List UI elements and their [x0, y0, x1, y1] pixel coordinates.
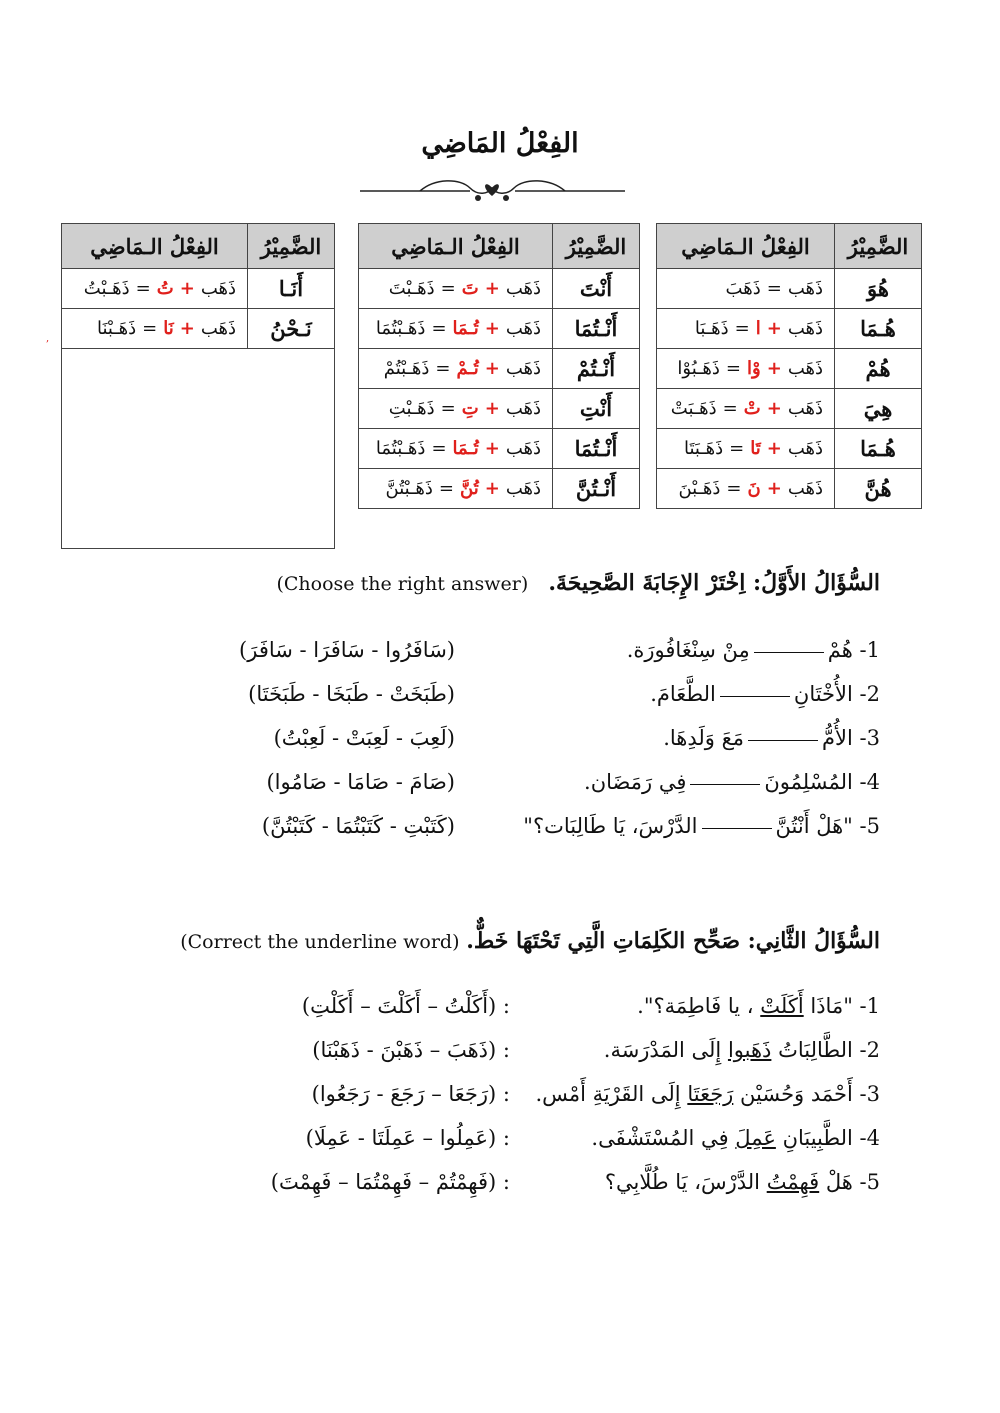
verb-suffix: نَ — [747, 478, 761, 499]
question-2-item — [60, 1126, 880, 1162]
answer-blank[interactable] — [702, 827, 772, 829]
underlined-word: رَجَعَتَا — [687, 1082, 734, 1106]
pronoun-cell: أَنْـتُمْ — [553, 349, 640, 389]
options-text: (رَجَعَا – رَجَعَ - رَجَعُوا) — [311, 1082, 497, 1106]
header-pronoun: الضَّمِيْرُ — [835, 224, 922, 269]
verb-base: ذَهَب — [787, 438, 823, 459]
pronoun-cell: أَنْـتُنَّ — [553, 469, 640, 509]
question-2-item — [60, 994, 880, 1030]
question-1-english: (Choose the right answer) — [276, 573, 529, 595]
underlined-word: أَكَلَتْ — [760, 994, 804, 1018]
answer-options: (صَامَ - صَامَا - صَامُوا) — [266, 770, 455, 794]
equals-sign: = — [722, 398, 738, 419]
options-text: (أَكَلْتُ – أَكَلْتَ – أَكَلْتِ) — [301, 994, 497, 1018]
page-title: الفِعْلُ المَاضِي — [421, 128, 579, 159]
sentence-end: ، يا فَاطِمَة؟". — [637, 994, 754, 1018]
answer-options: (طَبَخَتْ - طَبَخَا - طَبَخَتَا) — [248, 682, 455, 706]
equals-sign: = — [440, 398, 456, 419]
question-1-item — [60, 770, 880, 806]
header-verb: الفِعْلُ الـمَاضِي — [657, 224, 835, 269]
verb-result: ذَهَـبْتُ — [83, 278, 130, 299]
plus-sign: + — [484, 318, 500, 339]
verb-base: ذَهَب — [787, 398, 823, 419]
equals-sign: = — [734, 318, 750, 339]
question-1-item — [60, 814, 880, 850]
verb-base: ذَهَب — [505, 358, 541, 379]
answer-options — [302, 994, 510, 1018]
verb-suffix: تُ — [156, 278, 174, 299]
answer-options: (لَعِبَ - لَعِبَتْ - لَعِبْتُ) — [273, 726, 455, 750]
equals-sign: = — [431, 438, 447, 459]
question-2-item — [60, 1038, 880, 1074]
table-row — [359, 309, 640, 349]
sentence-end: إِلَى المَدْرَسَة. — [603, 1038, 722, 1062]
pronoun-cell: أَنْـتُمَا — [553, 309, 640, 349]
equals-sign: = — [142, 318, 158, 339]
stray-mark: , — [46, 333, 50, 344]
verb-result: ذَهَـبُوْا — [677, 358, 720, 379]
question-1-title: السُّؤَالُ الأَوَّلُ: اِخْتَرْ الإِجَابَةَ الصَّحِيحَةَ. — [548, 570, 880, 596]
verb-result: ذَهَـبْتُمَا — [375, 438, 426, 459]
verb-base: ذَهَب — [200, 278, 236, 299]
sentence-start: 4- المُسْلِمُونَ — [764, 770, 880, 794]
colon: : — [502, 1170, 510, 1194]
answer-blank[interactable] — [754, 651, 824, 653]
pronoun-cell: أَنْـتُمَا — [553, 429, 640, 469]
verb-base: ذَهَب — [787, 358, 823, 379]
pronoun-cell: أَنْتَ — [553, 269, 640, 309]
verb-suffix: تَا — [750, 438, 761, 459]
verb-cell — [657, 269, 835, 309]
underlined-word: فَهِمْتُ — [766, 1170, 820, 1194]
verb-base: ذَهَب — [787, 278, 823, 299]
sentence — [637, 994, 880, 1018]
header-verb: الفِعْلُ الـمَاضِي — [359, 224, 553, 269]
options-text: (عَمِلُوا – عَمِلَتَا - عَمِلَا) — [305, 1126, 497, 1150]
verb-cell — [657, 309, 835, 349]
pronoun-cell: أَنْتِ — [553, 389, 640, 429]
table-row — [657, 269, 922, 309]
verb-suffix: تِ — [461, 398, 479, 419]
sentence-end: الدَّرْسَ، يَا طَالِبَات؟" — [523, 814, 698, 838]
verb-base: ذَهَب — [505, 398, 541, 419]
sentence-end: فِي المُسْتَشْفَى. — [591, 1126, 729, 1150]
table-row — [359, 389, 640, 429]
question-1-heading — [60, 570, 880, 596]
table-first-person — [61, 223, 335, 549]
sentence — [535, 1082, 880, 1106]
equals-sign: = — [729, 438, 745, 459]
empty-cell — [62, 349, 335, 549]
sentence — [627, 638, 880, 662]
verb-cell — [657, 469, 835, 509]
plus-sign: + — [484, 398, 500, 419]
verb-result: ذَهَـبَتْ — [670, 398, 717, 419]
header-pronoun: الضَّمِيْرُ — [553, 224, 640, 269]
answer-options — [312, 1038, 510, 1062]
pronoun-cell: هُمْ — [835, 349, 922, 389]
table-third-person — [656, 223, 922, 509]
sentence-start: 5- هَلْ — [825, 1170, 880, 1194]
header-verb: الفِعْلُ الـمَاضِي — [62, 224, 248, 269]
table-second-person — [358, 223, 640, 509]
verb-cell — [657, 389, 835, 429]
sentence — [605, 1170, 880, 1194]
verb-result: ذَهَـبْتِ — [388, 398, 435, 419]
table-row — [657, 309, 922, 349]
sentence-start: 3- الأُمُّ — [822, 726, 880, 750]
ornament-divider — [360, 176, 625, 206]
sentence-start: 1- هُمْ — [827, 638, 880, 662]
table-row — [359, 429, 640, 469]
answer-blank[interactable] — [720, 695, 790, 697]
verb-result: ذَهَـبْنَ — [678, 478, 721, 499]
verb-result: ذَهَـبْنَا — [96, 318, 137, 339]
table-row — [359, 469, 640, 509]
header-pronoun: الضَّمِيْرُ — [248, 224, 335, 269]
pronoun-cell: نَـحْنُ — [248, 309, 335, 349]
table-row — [657, 389, 922, 429]
answer-blank[interactable] — [748, 739, 818, 741]
pronoun-cell: هِيَ — [835, 389, 922, 429]
sentence-start: 1- "مَاذَا — [810, 994, 880, 1018]
sentence-start: 3- أَحْمَد وَحُسَيْن — [740, 1082, 880, 1106]
sentence — [584, 770, 880, 794]
sentence-start: 2- الأُخْتَانِ — [793, 682, 880, 706]
answer-options — [271, 1170, 510, 1194]
underlined-word: ذَهَبوا — [727, 1038, 772, 1062]
verb-suffix: تْ — [743, 398, 761, 419]
equals-sign: = — [438, 478, 454, 499]
question-1-item — [60, 682, 880, 718]
sentence-end: إِلَى القَرْيَةِ أَمْس. — [535, 1082, 681, 1106]
equals-sign: = — [431, 318, 447, 339]
verb-cell — [657, 429, 835, 469]
table-row — [62, 309, 335, 349]
plus-sign: + — [766, 478, 782, 499]
plus-sign: + — [484, 438, 500, 459]
sentence — [663, 726, 880, 750]
verb-base: ذَهَب — [505, 438, 541, 459]
question-2-heading — [60, 928, 880, 954]
verb-suffix: تُـمَا — [452, 318, 479, 339]
question-1-item — [60, 638, 880, 674]
verb-result: ذَهَـبْتُنَّ — [385, 478, 433, 499]
verb-cell — [359, 309, 553, 349]
question-2-title: السُّؤَالُ الثَّانِي: صَحِّح الكَلِمَاتِ الَّتِي تَحْتَهَا خَطٌّ. — [466, 928, 880, 954]
equals-sign: = — [440, 278, 456, 299]
equals-sign: = — [726, 478, 742, 499]
answer-options: (سَافَرُوا - سَافَرَا - سَافَرَ) — [239, 638, 455, 662]
sentence — [591, 1126, 880, 1150]
sentence-end: فِي رَمَضَان. — [584, 770, 687, 794]
table-row — [62, 269, 335, 309]
verb-base: ذَهَب — [505, 318, 541, 339]
question-2-item — [60, 1082, 880, 1118]
plus-sign: + — [766, 358, 782, 379]
verb-suffix: تُـمْ — [456, 358, 479, 379]
pronoun-cell: أَنَـا — [248, 269, 335, 309]
options-text: (ذَهَبَ – ذَهَبْنَ - ذَهَبْنَا) — [312, 1038, 497, 1062]
sentence-end: الدَّرْسَ، يَا طُلَّابِي؟ — [604, 1170, 761, 1194]
options-text: (فَهِمْتُمْ – فَهِمْتُمَا – فَهِمْتَ) — [270, 1170, 497, 1194]
verb-cell — [62, 309, 248, 349]
question-2-item — [60, 1170, 880, 1206]
equals-sign: = — [435, 358, 451, 379]
plus-sign: + — [766, 398, 782, 419]
verb-result: ذَهَـبَتَا — [683, 438, 724, 459]
equals-sign: = — [766, 278, 782, 299]
sentence — [650, 682, 880, 706]
colon: : — [502, 1038, 510, 1062]
verb-base: ذَهَب — [200, 318, 236, 339]
table-row — [359, 269, 640, 309]
sentence-start: 4- الطَّبِيبَانِ — [782, 1126, 880, 1150]
answer-options — [306, 1126, 510, 1150]
sentence — [523, 814, 880, 838]
verb-suffix: تُـمَا — [452, 438, 479, 459]
pronoun-cell: هُنَّ — [835, 469, 922, 509]
verb-cell — [62, 269, 248, 309]
verb-cell — [359, 429, 553, 469]
verb-suffix: تَ — [461, 278, 479, 299]
question-2-english: (Correct the underline word) — [180, 931, 460, 953]
verb-result: ذَهَبَ — [725, 278, 761, 299]
colon: : — [502, 1126, 510, 1150]
table-row — [657, 469, 922, 509]
pronoun-cell: هُوَ — [835, 269, 922, 309]
verb-cell — [359, 469, 553, 509]
sentence-end: مَعَ وَلَدِهَا. — [663, 726, 745, 750]
verb-cell — [359, 389, 553, 429]
sentence-start: 2- الطَّالِبَاتُ — [778, 1038, 880, 1062]
verb-result: ذَهَـبْتُمْ — [383, 358, 430, 379]
underlined-word: عَمِلَ — [735, 1126, 776, 1150]
plus-sign: + — [179, 278, 195, 299]
answer-blank[interactable] — [690, 783, 760, 785]
plus-sign: + — [766, 318, 782, 339]
plus-sign: + — [179, 318, 195, 339]
colon: : — [502, 994, 510, 1018]
pronoun-cell: هُـمَا — [835, 429, 922, 469]
table-row — [359, 349, 640, 389]
plus-sign: + — [766, 438, 782, 459]
verb-suffix: وْا — [747, 358, 761, 379]
verb-suffix: تُنَّ — [460, 478, 479, 499]
verb-result: ذَهَـبَا — [694, 318, 729, 339]
equals-sign: = — [725, 358, 742, 379]
verb-result: ذَهَـبْتَ — [388, 278, 435, 299]
sentence — [604, 1038, 880, 1062]
colon: : — [502, 1082, 510, 1106]
sentence-end: مِنْ سِنْغَافُورَة. — [626, 638, 750, 662]
verb-base: ذَهَب — [787, 478, 823, 499]
table-row — [657, 349, 922, 389]
verb-base: ذَهَب — [505, 278, 541, 299]
question-1-item — [60, 726, 880, 762]
verb-base: ذَهَب — [505, 478, 541, 499]
plus-sign: + — [484, 358, 500, 379]
plus-sign: + — [484, 278, 500, 299]
sentence-end: الطَّعَامَ. — [650, 682, 716, 706]
answer-options: (كَتَبْتِ - كَتَبْتُمَا - كَتَبْتُنَّ) — [261, 814, 455, 838]
verb-cell — [657, 349, 835, 389]
verb-suffix: ا — [755, 318, 761, 339]
pronoun-cell: هُـمَا — [835, 309, 922, 349]
verb-base: ذَهَب — [787, 318, 823, 339]
verb-result: ذَهَـبْتُمَا — [375, 318, 426, 339]
answer-options — [312, 1082, 510, 1106]
equals-sign: = — [135, 278, 151, 299]
verb-cell — [359, 349, 553, 389]
verb-cell — [359, 269, 553, 309]
sentence-start: 5- "هَلْ أَنْتُنَّ — [775, 814, 880, 838]
verb-suffix: نَا — [163, 318, 174, 339]
plus-sign: + — [484, 478, 500, 499]
table-row — [657, 429, 922, 469]
